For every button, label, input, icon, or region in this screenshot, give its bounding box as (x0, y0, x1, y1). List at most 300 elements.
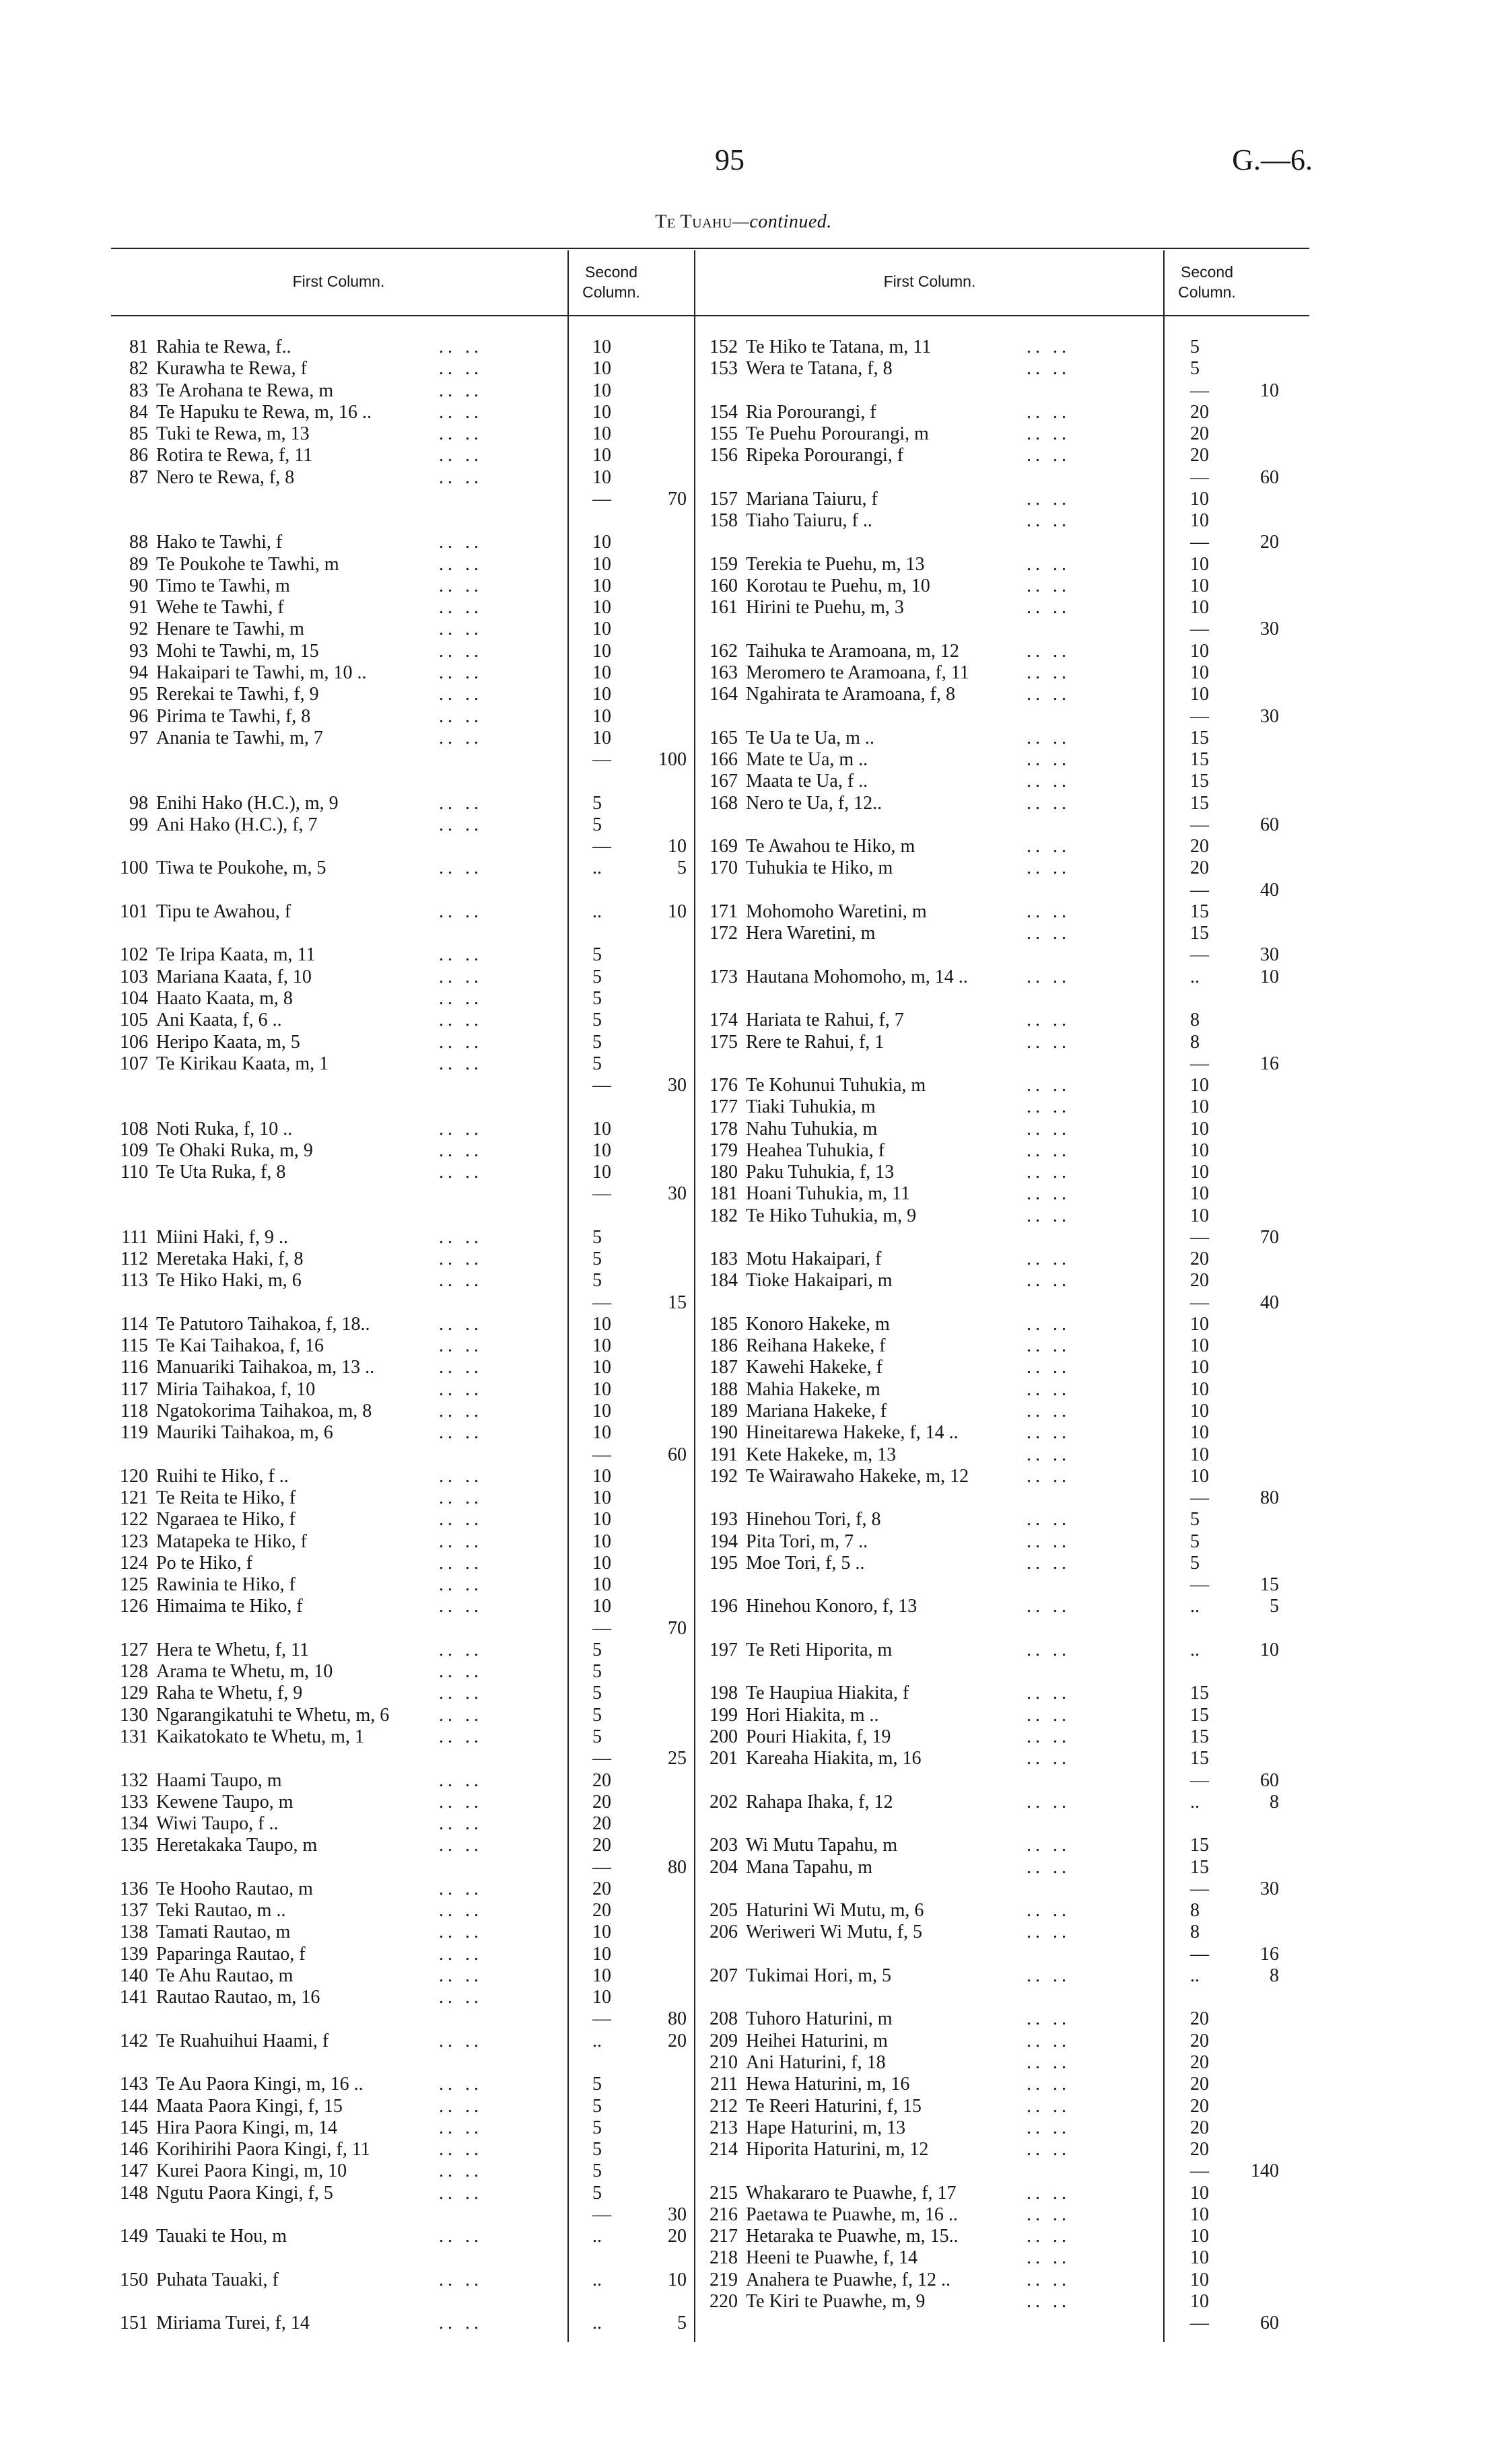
subtotal-value: 80 (668, 1856, 687, 1878)
entry-number: 97 (129, 727, 148, 748)
subtotal-value: 10 (668, 901, 687, 922)
register-entry (0, 1401, 1487, 1422)
second-column-value: 5 (1190, 1530, 1200, 1552)
second-column-value: .. (1190, 1639, 1200, 1660)
entry-name: Meretaka Haki, f, 8 (156, 1248, 304, 1270)
second-column-value: 5 (592, 1704, 602, 1726)
entry-number: 173 (710, 966, 738, 987)
register-entry (0, 1726, 1487, 1748)
entry-number: 126 (120, 1596, 148, 1617)
leader-dots: .. .. (439, 1118, 483, 1139)
leader-dots: .. .. (439, 2182, 483, 2204)
second-column-value: 5 (592, 987, 602, 1009)
second-column-value: 10 (1190, 1465, 1209, 1487)
second-column-value: 10 (592, 1596, 611, 1617)
entry-name: Hetaraka te Puawhe, m, 15.. (746, 2226, 959, 2247)
second-column-value: 20 (1190, 2074, 1209, 2095)
leader-dots: .. .. (1027, 1726, 1070, 1747)
second-column-value: 5 (592, 2139, 602, 2160)
entry-name: Kawehi Hakeke, f (746, 1357, 883, 1378)
second-column-value: 15 (1190, 1856, 1209, 1878)
entry-number: 89 (129, 553, 148, 575)
leader-dots: .. .. (1027, 2008, 1070, 2030)
entry-name: Haturini Wi Mutu, m, 6 (746, 1900, 924, 1922)
subtotal-row (0, 706, 1487, 728)
second-column-value: — (1190, 2160, 1209, 2182)
register-entry (0, 1748, 1487, 1769)
leader-dots: .. .. (1027, 1422, 1070, 1444)
second-column-value: 10 (1190, 2290, 1209, 2312)
leader-dots: .. .. (439, 1031, 483, 1053)
register-entry (0, 1248, 1487, 1270)
entry-name: Ngutu Paora Kingi, f, 5 (156, 2182, 333, 2204)
subtotal-value: 30 (668, 2204, 687, 2225)
leader-dots: .. .. (1027, 1791, 1070, 1812)
second-column-value: — (1190, 814, 1209, 835)
second-column-value: — (592, 2204, 611, 2225)
right-second-column-header: Second Column. (1178, 263, 1236, 301)
subtotal-value: 80 (668, 2008, 687, 2030)
leader-dots: .. .. (439, 1704, 483, 1726)
entry-name: Rahapa Ihaka, f, 12 (746, 1791, 893, 1812)
entry-number: 99 (129, 814, 148, 835)
second-column-value: 10 (592, 662, 611, 683)
entry-name: Ngaraea te Hiko, f (156, 1509, 296, 1530)
second-column-value: 10 (1190, 488, 1209, 509)
entry-number: 161 (710, 597, 738, 619)
spacer-row (0, 1661, 1487, 1683)
second-column-value: 5 (592, 2095, 602, 2117)
leader-dots: .. .. (1027, 1444, 1070, 1465)
entry-name: Henare te Tawhi, m (156, 619, 304, 640)
entry-number: 213 (710, 2117, 738, 2138)
register-entry (0, 423, 1487, 445)
entry-number: 169 (710, 836, 738, 857)
register-entry (0, 2031, 1487, 2052)
entry-number: 86 (129, 445, 148, 466)
second-column-value: 10 (592, 1401, 611, 1422)
entry-number: 191 (710, 1444, 738, 1465)
subtotal-row (0, 1227, 1487, 1248)
entry-name: Paku Tuhukia, f, 13 (746, 1162, 895, 1183)
second-column-value: — (592, 1444, 611, 1465)
register-entry (0, 2074, 1487, 2095)
leader-dots: .. .. (1027, 445, 1070, 466)
subtotal-row (0, 2160, 1487, 2182)
leader-dots: .. .. (439, 337, 483, 357)
subtotal-value: 5 (1270, 1596, 1279, 1617)
subtotal-value: 70 (1260, 1226, 1279, 1248)
second-column-value: 10 (592, 1574, 611, 1596)
subtotal-value: 30 (1260, 705, 1279, 727)
entry-name: Mana Tapahu, m (746, 1856, 873, 1878)
entry-number: 117 (120, 1378, 148, 1400)
leader-dots: .. .. (439, 2313, 483, 2334)
entry-number: 83 (129, 380, 148, 401)
second-column-value: 5 (592, 1683, 602, 1704)
entry-name: Tipu te Awahou, f (156, 901, 291, 922)
subtotal-row (0, 619, 1487, 640)
entry-number: 147 (120, 2160, 148, 2182)
leader-dots: .. .. (1027, 640, 1070, 662)
second-column-value: 20 (1190, 401, 1209, 423)
subtotal-value: 20 (1260, 532, 1279, 553)
entry-number: 82 (129, 358, 148, 380)
leader-dots: .. .. (439, 1010, 483, 1031)
spacer-row (0, 1987, 1487, 2008)
subtotal-value: 30 (668, 1075, 687, 1096)
entry-number: 139 (120, 1943, 148, 1965)
subtotal-row (0, 880, 1487, 901)
entry-name: Te Au Paora Kingi, m, 16 .. (156, 2074, 364, 2095)
second-column-value: 5 (592, 1639, 602, 1660)
second-column-value: 8 (1190, 1031, 1200, 1053)
register-entry (0, 1140, 1487, 1162)
entry-number: 91 (129, 597, 148, 619)
entry-number: 188 (710, 1378, 738, 1400)
second-column-value: 10 (592, 1357, 611, 1378)
second-column-value: — (592, 1075, 611, 1096)
entry-number: 204 (710, 1856, 738, 1878)
leader-dots: .. .. (1027, 2247, 1070, 2269)
leader-dots: .. .. (439, 401, 483, 423)
register-entry (0, 1032, 1487, 1053)
page-number: 95 (715, 143, 745, 176)
entry-number: 208 (710, 2008, 738, 2030)
right-column-entries (0, 337, 1487, 2334)
leader-dots: .. .. (1027, 597, 1070, 619)
entry-name: Te Reti Hiporita, m (746, 1639, 893, 1660)
entry-name: Te Ohaki Ruka, m, 9 (156, 1139, 313, 1161)
register-entry (0, 1965, 1487, 1987)
leader-dots: .. .. (1027, 1900, 1070, 1922)
second-column-value: 10 (1190, 2269, 1209, 2290)
entry-number: 110 (120, 1162, 148, 1183)
register-entry (0, 2226, 1487, 2247)
leader-dots: .. .. (439, 2160, 483, 2182)
leader-dots: .. .. (439, 1987, 483, 2008)
leader-dots: .. .. (1027, 1357, 1070, 1378)
entry-number: 181 (710, 1183, 738, 1205)
subtotal-value: 30 (1260, 1878, 1279, 1899)
entry-number: 201 (710, 1748, 738, 1769)
second-column-value: 20 (1190, 1248, 1209, 1270)
entry-number: 210 (710, 2051, 738, 2073)
second-column-value: — (1190, 1053, 1209, 1074)
second-column-value: 20 (1190, 2008, 1209, 2030)
entry-name: Haato Kaata, m, 8 (156, 987, 293, 1009)
register-entry (0, 1553, 1487, 1574)
entry-name: Matapeka te Hiko, f (156, 1530, 307, 1552)
second-column-value: 10 (592, 1530, 611, 1552)
second-column-value: 5 (592, 1726, 602, 1747)
leader-dots: .. .. (439, 532, 483, 553)
entry-number: 192 (710, 1465, 738, 1487)
entry-name: Nero te Ua, f, 12.. (746, 792, 883, 814)
entry-number: 219 (710, 2269, 738, 2290)
spacer-row (0, 1618, 1487, 1640)
leader-dots: .. .. (1027, 358, 1070, 380)
leader-dots: .. .. (1027, 1096, 1070, 1118)
entry-number: 129 (120, 1683, 148, 1704)
subtotal-value: 16 (1260, 1943, 1279, 1965)
second-column-value: 10 (1190, 1205, 1209, 1226)
entry-name: Himaima te Hiko, f (156, 1596, 303, 1617)
register-entry (0, 2139, 1487, 2160)
entry-number: 215 (710, 2182, 738, 2204)
second-column-value: 10 (592, 1139, 611, 1161)
entry-number: 115 (120, 1335, 148, 1357)
register-entry (0, 1922, 1487, 1943)
entry-number: 189 (710, 1401, 738, 1422)
entry-number: 111 (121, 1226, 148, 1248)
entry-number: 179 (710, 1139, 738, 1161)
leader-dots: .. .. (439, 966, 483, 987)
entry-name: Pirima te Tawhi, f, 8 (156, 705, 311, 727)
entry-name: Tiaho Taiuru, f .. (746, 510, 872, 532)
leader-dots: .. .. (1027, 1183, 1070, 1205)
second-column-value: 10 (1190, 1357, 1209, 1378)
second-column-value: 10 (592, 466, 611, 488)
entry-name: Te Iripa Kaata, m, 11 (156, 944, 316, 966)
second-column-value: 10 (1190, 597, 1209, 619)
second-column-value: 15 (1190, 749, 1209, 771)
entry-number: 142 (120, 2030, 148, 2051)
register-entry (0, 662, 1487, 684)
second-column-value: 10 (1190, 1096, 1209, 1118)
leader-dots: .. .. (1027, 792, 1070, 814)
entry-number: 198 (710, 1683, 738, 1704)
entry-name: Hoani Tuhukia, m, 11 (746, 1183, 910, 1205)
second-column-value: 10 (592, 640, 611, 662)
subtotal-row (0, 1574, 1487, 1596)
entry-name: Kurei Paora Kingi, m, 10 (156, 2160, 347, 2182)
entry-name: Ani Hako (H.C.), f, 7 (156, 814, 318, 835)
second-column-value: 20 (1190, 836, 1209, 857)
entry-name: Ngarangikatuhi te Whetu, m, 6 (156, 1704, 390, 1726)
second-column-value: — (1190, 380, 1209, 401)
second-column-value: 10 (1190, 640, 1209, 662)
second-column-value: 10 (1190, 575, 1209, 596)
entry-number: 144 (120, 2095, 148, 2117)
second-column-value: 10 (592, 1118, 611, 1139)
second-column-value: 20 (1190, 857, 1209, 879)
entry-number: 217 (710, 2226, 738, 2247)
entry-name: Hariata te Rahui, f, 7 (746, 1010, 904, 1031)
leader-dots: .. .. (1027, 1205, 1070, 1226)
subtotal-value: 60 (1260, 2313, 1279, 2334)
register-entry (0, 1531, 1487, 1553)
entry-number: 106 (120, 1031, 148, 1053)
entry-name: Tukimai Hori, m, 5 (746, 1965, 891, 1986)
second-column-value: 15 (1190, 1726, 1209, 1747)
leader-dots: .. .. (439, 1596, 483, 1617)
entry-name: Pouri Hiakita, f, 19 (746, 1726, 891, 1747)
subtotal-value: 5 (677, 2313, 687, 2334)
entry-number: 197 (710, 1639, 738, 1660)
leader-dots: .. .. (1027, 1530, 1070, 1552)
leader-dots: .. .. (1027, 423, 1070, 445)
entry-name: Hape Haturini, m, 13 (746, 2117, 906, 2138)
second-column-value: 5 (592, 2160, 602, 2182)
leader-dots: .. .. (1027, 2117, 1070, 2138)
entry-number: 119 (120, 1422, 148, 1444)
entry-name: Mohi te Tawhi, m, 15 (156, 640, 319, 662)
entry-number: 134 (120, 1813, 148, 1835)
register-entry (0, 2096, 1487, 2117)
subtotal-value: 10 (1260, 380, 1279, 401)
second-column-value: 15 (1190, 727, 1209, 748)
subtotal-row (0, 2313, 1487, 2334)
leader-dots: .. .. (439, 814, 483, 835)
leader-dots: .. .. (439, 1943, 483, 1965)
register-entry (0, 1466, 1487, 1487)
entry-number: 218 (710, 2247, 738, 2269)
entry-number: 152 (710, 337, 738, 357)
entry-name: Hera te Whetu, f, 11 (156, 1639, 310, 1660)
entry-name: Tuhukia te Hiko, m (746, 857, 893, 879)
entry-name: Whakararo te Puawhe, f, 17 (746, 2182, 957, 2204)
second-column-value: 10 (1190, 2226, 1209, 2247)
register-entry (0, 2008, 1487, 2030)
entry-name: Paparinga Rautao, f (156, 1943, 306, 1965)
leader-dots: .. .. (439, 423, 483, 445)
subtotal-value: 60 (1260, 466, 1279, 488)
entry-number: 143 (120, 2074, 148, 2095)
leader-dots: .. .. (439, 1552, 483, 1574)
entry-name: Tioke Hakaipari, m (746, 1270, 893, 1292)
entry-name: Te Arohana te Rewa, m (156, 380, 334, 401)
leader-dots: .. .. (1027, 857, 1070, 879)
leader-dots: .. .. (439, 1509, 483, 1530)
leader-dots: .. .. (1027, 1075, 1070, 1096)
title-continued: —continued. (732, 211, 832, 232)
leader-dots: .. .. (439, 1813, 483, 1835)
second-column-value: 10 (592, 1313, 611, 1335)
register-entry (0, 1183, 1487, 1205)
register-entry (0, 2204, 1487, 2226)
entry-number: 166 (710, 749, 738, 771)
register-entry (0, 793, 1487, 814)
register-entry (0, 358, 1487, 380)
leader-dots: .. .. (439, 619, 483, 640)
entry-name: Tauaki te Hou, m (156, 2226, 287, 2247)
subtotal-value: 10 (1260, 966, 1279, 987)
leader-dots: .. .. (439, 1139, 483, 1161)
second-column-value: 5 (1190, 1552, 1200, 1574)
register-entry (0, 1075, 1487, 1096)
entry-number: 203 (710, 1835, 738, 1856)
entry-number: 96 (129, 705, 148, 727)
second-column-value: 20 (592, 1878, 611, 1899)
second-column-value: 5 (592, 2074, 602, 2095)
second-column-value: .. (592, 857, 602, 879)
entry-name: Pita Tori, m, 7 .. (746, 1530, 868, 1552)
entry-name: Hinehou Tori, f, 8 (746, 1509, 881, 1530)
leader-dots: .. .. (1027, 1596, 1070, 1617)
entry-number: 214 (710, 2139, 738, 2160)
entry-number: 131 (120, 1726, 148, 1747)
entry-name: Te Ruahuihui Haami, f (156, 2030, 329, 2051)
second-column-value: 15 (1190, 1683, 1209, 1704)
second-column-value: — (592, 749, 611, 771)
entry-name: Te Kai Taihakoa, f, 16 (156, 1335, 324, 1357)
entry-name: Korihirihi Paora Kingi, f, 11 (156, 2139, 370, 2160)
entry-number: 150 (120, 2269, 148, 2290)
right-first-column-header: First Column. (883, 273, 976, 290)
second-column-value: 10 (592, 1922, 611, 1943)
second-column-value: — (1190, 619, 1209, 640)
leader-dots: .. .. (439, 1683, 483, 1704)
entry-number: 154 (710, 401, 738, 423)
entry-number: 180 (710, 1162, 738, 1183)
second-column-value: 10 (592, 597, 611, 619)
leader-dots: .. .. (439, 1769, 483, 1791)
entry-number: 176 (710, 1075, 738, 1096)
leader-dots: .. .. (439, 1270, 483, 1292)
register-entry (0, 1162, 1487, 1183)
entry-name: Tuhoro Haturini, m (746, 2008, 893, 2030)
second-column-value: — (1190, 944, 1209, 966)
entry-name: Hineitarewa Hakeke, f, 14 .. (746, 1422, 959, 1444)
entry-number: 193 (710, 1509, 738, 1530)
second-column-value: 20 (1190, 445, 1209, 466)
second-column-value: 10 (592, 727, 611, 748)
leader-dots: .. .. (1027, 662, 1070, 683)
left-first-column-header: First Column. (292, 273, 385, 290)
subtotal-value: 30 (668, 1183, 687, 1205)
second-column-value: 10 (592, 1335, 611, 1357)
second-column-value: 10 (592, 380, 611, 401)
leader-dots: .. .. (1027, 488, 1070, 509)
second-column-value: 10 (592, 1552, 611, 1574)
second-column-value: 10 (1190, 553, 1209, 575)
leader-dots: .. .. (439, 792, 483, 814)
entry-number: 107 (120, 1053, 148, 1074)
entry-name: Rawinia te Hiko, f (156, 1574, 296, 1596)
entry-name: Heihei Haturini, m (746, 2030, 888, 2051)
leader-dots: .. .. (439, 1335, 483, 1357)
entry-name: Te Puehu Porourangi, m (746, 423, 929, 445)
entry-name: Moe Tori, f, 5 .. (746, 1552, 865, 1574)
entry-name: Anahera te Puawhe, f, 12 .. (746, 2269, 951, 2290)
entry-name: Ngahirata te Aramoana, f, 8 (746, 684, 955, 705)
entry-number: 195 (710, 1552, 738, 1574)
entry-number: 132 (120, 1769, 148, 1791)
entry-name: Tiwa te Poukohe, m, 5 (156, 857, 326, 879)
entry-number: 164 (710, 684, 738, 705)
entry-number: 98 (129, 792, 148, 814)
entry-number: 81 (129, 337, 148, 357)
register-entry (0, 1900, 1487, 1922)
entry-number: 172 (710, 923, 738, 944)
second-column-value: 20 (1190, 2051, 1209, 2073)
second-column-value: .. (592, 2030, 602, 2051)
entry-number: 116 (120, 1357, 148, 1378)
leader-dots: .. .. (1027, 2226, 1070, 2247)
leader-dots: .. .. (1027, 749, 1070, 771)
second-column-value: 5 (592, 792, 602, 814)
entry-number: 207 (710, 1965, 738, 1986)
second-column-value: — (1190, 879, 1209, 901)
leader-dots: .. .. (439, 2117, 483, 2138)
entry-number: 103 (120, 966, 148, 987)
entry-number: 163 (710, 662, 738, 683)
entry-number: 94 (129, 662, 148, 683)
entry-name: Hako te Tawhi, f (156, 532, 283, 553)
entry-number: 92 (129, 619, 148, 640)
second-column-value: 10 (592, 445, 611, 466)
